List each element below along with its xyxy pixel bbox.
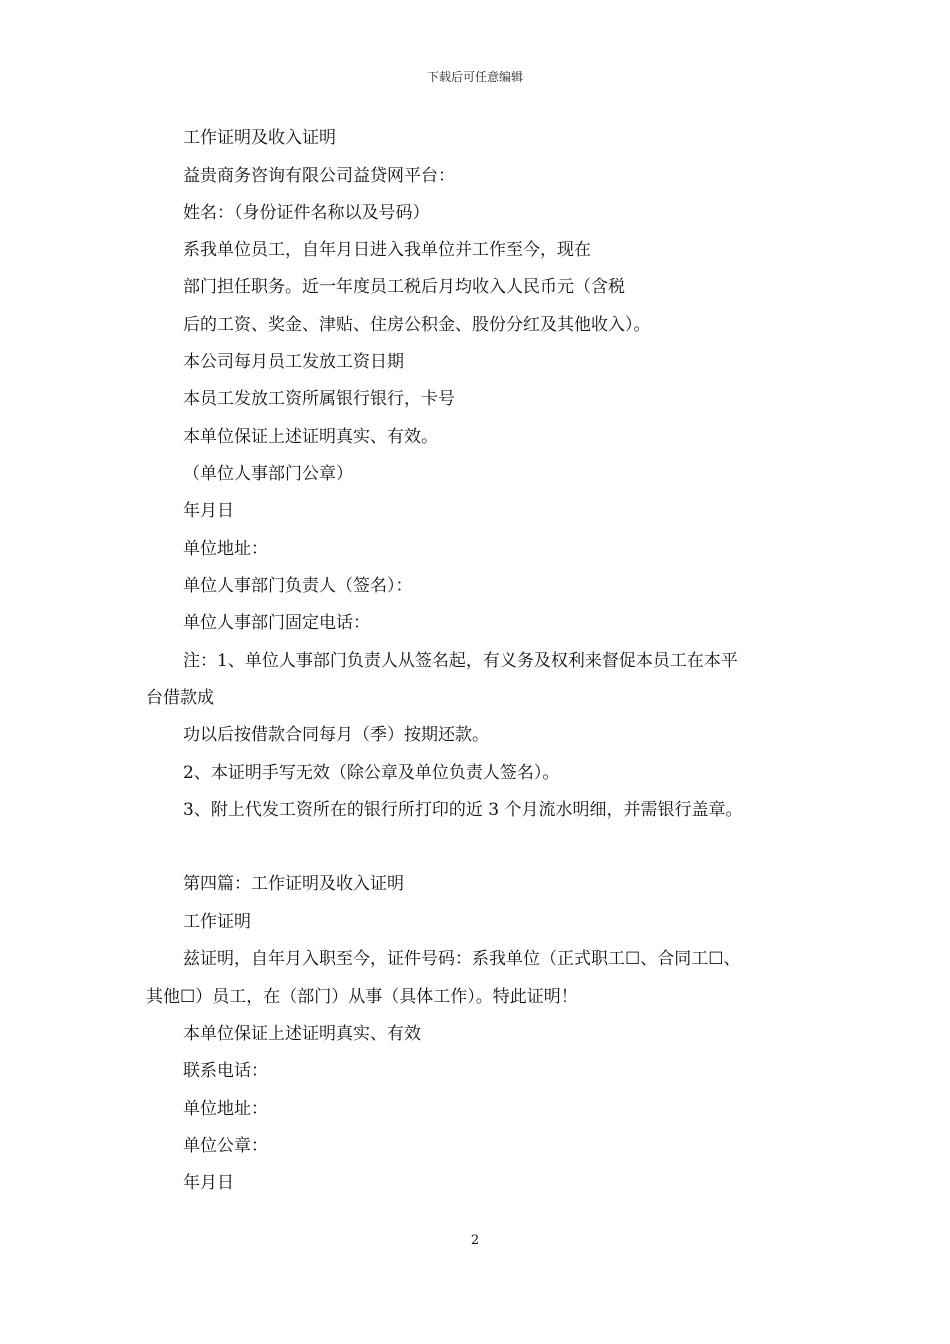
hr-phone-line: 单位人事部门固定电话： [183,613,370,633]
income-detail-line: 后的工资、奖金、津贴、住房公积金、股份分红及其他收入）。 [183,315,651,335]
note-line-2: 2、本证明手写无效（除公章及单位负责人签名）。 [183,763,560,783]
date-line: 年月日 [183,501,234,521]
note-line-1-continued: 台借款成 [146,688,214,708]
bank-line: 本员工发放工资所属银行银行，卡号 [183,389,455,409]
unit-seal-line: 单位公章： [183,1136,268,1156]
section2-title: 工作证明 [183,912,251,932]
hr-seal-line: （单位人事部门公章） [183,464,353,484]
name-line: 姓名：（身份证件名称以及号码） [183,203,430,223]
position-income-line: 部门担任职务。近一年度员工税后月均收入人民币元（含税 [183,277,625,297]
unit-address-line: 单位地址： [183,539,268,559]
page-number: 2 [470,1233,480,1248]
employment-line: 系我单位员工，自年月日进入我单位并工作至今，现在 [183,240,591,260]
section2-address-line: 单位地址： [183,1099,268,1119]
section2-guarantee-line: 本单位保证上述证明真实、有效 [183,1024,421,1044]
guarantee-line: 本单位保证上述证明真实、有效。 [183,427,438,447]
note-line-1: 注：1、单位人事部门负责人从签名起，有义务及权利来督促本员工在本平 [183,651,738,671]
payday-line: 本公司每月员工发放工资日期 [183,352,404,372]
section2-heading: 第四篇：工作证明及收入证明 [183,874,404,894]
note-line-3: 3、附上代发工资所在的银行所打印的近 3 个月流水明细，并需银行盖章。 [183,800,743,820]
section2-date-line: 年月日 [183,1173,234,1193]
certify-line: 兹证明，自年月入职至今，证件号码：系我单位（正式职工☐、合同工☐、 [183,949,741,969]
hr-signature-line: 单位人事部门负责人（签名）： [183,576,413,596]
contact-phone-line: 联系电话： [183,1061,268,1081]
note-line-1-end: 功以后按借款合同每月（季）按期还款。 [183,725,489,745]
page-header: 下载后可任意编辑 [426,70,523,84]
section1-title: 工作证明及收入证明 [183,128,336,148]
addressee-line: 益贵商务咨询有限公司益贷网平台： [183,166,455,186]
certify-line-continued: 其他☐）员工，在（部门）从事（具体工作）。特此证明！ [146,987,578,1007]
